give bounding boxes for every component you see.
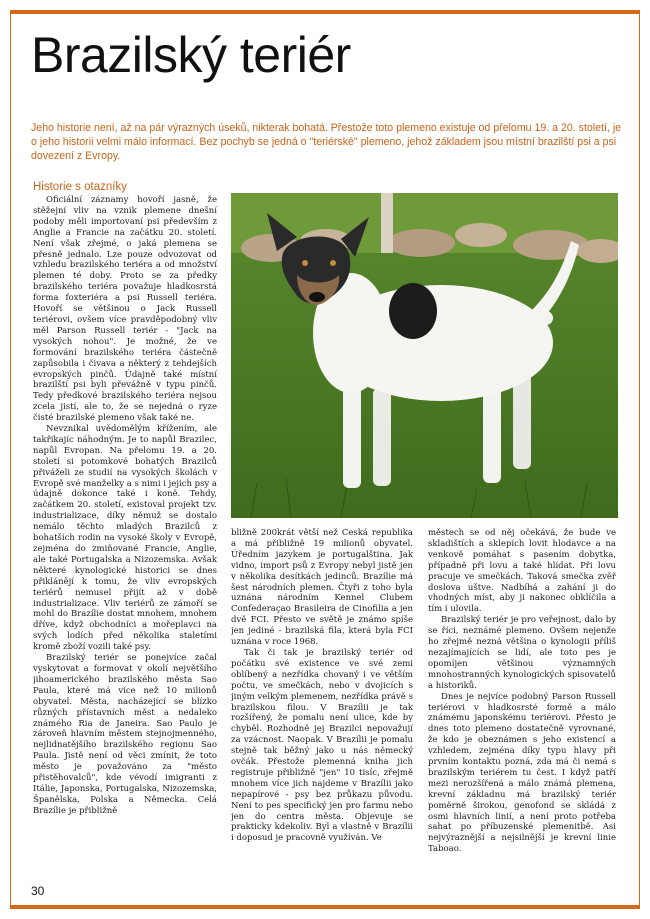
bottom-accent-bar <box>10 905 640 909</box>
article-lead: Jeho historie není, až na pár výrazných úseků, nikterak bohatá. Přestože toto plemeno existuje od přelomu 19. a 20. století, je o jeho historii velmi málo informací. Bez pochyb se jedná o "teriérské" plemeno, jehož základem jsou místní brazilští psi a psi dovezení z Evropy. <box>31 122 622 162</box>
paragraph: Brazilský teriér se ponejvíce začal vyskytovat a formovat v okolí největšího jihoamerického brazilského města Sao Paula, které má více než 10 milionů obyvatel. Města, nacházející se blízko různých přístavních měst a nedaleko známého Ria de Janeira. Sao Paulo je zároveň hlavním městem stejnojmenného, nejlidnatějšího brazilského regionu Sao Paula. Jistě není od věci zmínit, že toto město je považováno za "město přistěhovalců", kde vévodí imigranti z Itálie, Japonska, Portugalska, Nizozemska, Španělska, Polska a Německa. Celá Brazílie je přibližně <box>33 653 217 816</box>
text-column-3 <box>428 528 616 885</box>
paragraph: Nevznikal uvědomělým křížením, ale takřikajíc náhodným. Je to napůl Brazilec, napůl Evropan. Na přelomu 19. a 20. století si potomkové bohatých Brazilců přiváželi ze studií na vysokých školách v Evropě své manželky a s nimi i jejich psy a údajně dokonce také i koně. Tehdy, začátkem 20. století, existoval projekt tzv. industrializace, díky němuž se dostalo nemálo těchto mladých Brazilců z bohatších rodin na vysoké školy v Evropě, zejména do zmiňované Francie, Anglie, ale také Portugalska a Nizozemska. Avšak některé kynologické historici se dnes přiklánějí k tomu, že vliv evropských teriérů nemusel přijít až v době industrializace. Vliv teriérů ze zámoří se mohl do Brazílie dostat mnohem, mnohem dříve, když obchodníci a mořeplavci na svých lodích před několika staletími kromě zboží vozili také psy. <box>33 424 217 653</box>
paragraph: Oficiální záznamy hovoří jasně, že stěžejní vliv na vznik plemene dnešní podoby měli importovaní psi především z Anglie a Francie na začátku 20. století. Není však zřejmé, o jaká plemena se přesně jednalo. Lze pouze odvozovat od vzhledu brazilského teriéra a od množství plemen té doby. Proto se za předky brazilského teriéra považuje hladkosrstá forma foxteriéra a psi Russell teriéra. Hovoří se většinou o Jack Russell teriérovi, ovšem více pravděpodobný vliv měl Parson Russell teriér - "Jack na vysokých nohou". Je možné, že ve formování brazilského teriéra částečně zapůsobila i čivava a některý z tehdejších evropských pinčů. Údajně také místní brazilští psi byli převážně v typu pinčů. Tedy předkové brazilského teriéra nejsou zcela jistí, ale to, že se nejedná o ryze čisté brazilské plemeno však také ne. <box>33 195 217 424</box>
text-column-1 <box>33 195 217 885</box>
paragraph: Brazilský teriér je pro veřejnost, dalo by se říci, neznámé plemeno. Ovšem nejenže ho zřejmě nezná většina o kynologii příliš nezajímajících se lidí, ale toto pes je opomíjen většinou významných mnohostranných kynologických spisovatelů a historiků. <box>428 615 616 691</box>
paragraph: městech se od něj očekává, že bude ve skladištích a sklepích lovit hlodavce a na venkově pomáhat s pasením dobytka, případně při lovu a také hlídat. Při lovu pracuje ve smečkách. Taková smečka zvěř doslova uštve. Nadbíhá a zahání ji do vhodných míst, aby ji nakonec obklíčila a tím i ulovila. <box>428 528 616 615</box>
top-accent-bar <box>10 10 640 14</box>
article-title: Brazilský teriér <box>31 27 351 83</box>
text-column-2 <box>231 528 413 885</box>
section-heading: Historie s otazníky <box>33 181 127 193</box>
dog-photo <box>231 193 618 518</box>
paragraph: Dnes je nejvíce podobný Parson Russell teriérovi v hladkosrsté formě a málo známému japonskému teriérovi. Přesto je dnes toto plemeno dostatečně vyrovnané, že kdo je obeznámen s jeho existencí a vzhledem, zejména díky typu hlavy při prvním kontaktu pozná, zda má či nemá s brazilským teriérem tu čest. I když patří mezi nerozšířená a málo známá plemena, krevní základnu má brazilský teriér poměrně širokou, genofond se skládá z osmi hlavních linií, a není proto potřeba sahat po příbuzenské plemenitbě. Asi nejvýraznější a nejsilnější je krevní linie Taboao. <box>428 691 616 855</box>
paragraph: bližně 200krát větší než Česká republika a má přibližně 19 milionů obyvatel. Úředním jazykem je portugalština. Jak vidno, import psů z Evropy nebyl jistě jen v několika desítkách jedinců. Brazílie má šest národních plemen. Čtyři z toho byla uznána národním Kennel Clubem Confederaçao Brasileira de Cinofilia a jen dvě FCI. Přesto ve světě je známo spíše jen jediné - brazilská fila, která byla FCI uznána v roce 1968. <box>231 528 413 648</box>
paragraph: Tak či tak je brazilský teriér od počátku své existence ve své zemi oblíbený a nezřídka chovaný i ve větším počtu, ve smečkách, nebo v dvojicích s jiným velkým plemenem, nezřídka právě s brazilskou filou. V Brazílii je tak rozšířený, že pomalu není ulice, kde by chyběl. Rozhodně jej Brazilci nepovažují za vzácnost. Naopak. V Brazílii je pomalu stejně tak běžný jako u nás německý ovčák. Přestože plemenná kniha jich registruje přibližně "jen" 10 tisíc, zřejmě mnohem více jich najdeme v Brazílii jako nepapírové - psy bez průkazu původu. Není to pes specifický jen pro farmu nebo jen do centra města. Objevuje se prakticky kdekoliv. Byl a vlastně v Brazílii i doposud je pracovně využíván. Ve <box>231 647 413 844</box>
page-number: 30 <box>31 884 45 898</box>
